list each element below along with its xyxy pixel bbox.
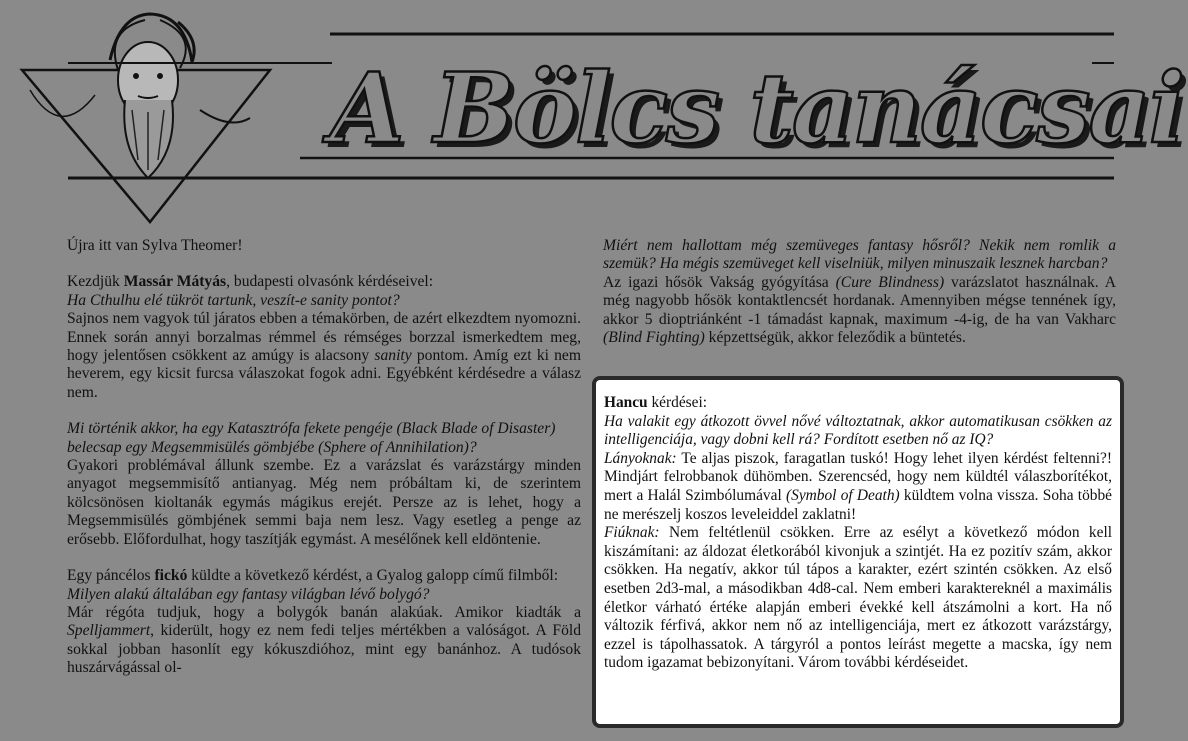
box-answer-boys: Fiúknak: Nem feltétlenül csökken. Erre az esélyt a következő módon kell kiszámítani: az áldozat életkorából kivonjuk a szintjét. Ha ez pozitív szám, akkor csökken. Ha negatív, akkor túl tápos a karakter, ezért szintén csökken. Az első esetben 2d3-mal, a másodikban 4d8-cal. Nem emberi karaktereknél a maximális életkor várható értéke alapján emberi évekké kell átszámolni a kort. Ha nő változik férfivá, akkor nem nő az intelligenciája, mert ez átkozott varázstárgy, ezzel is tápolhassatok. A tárgyról a pontos leírást megette a macska, így nem tudom igazamat bebizonyítani. Várom további kérdéseidet.	[604, 524, 1112, 672]
q1-intro: Kezdjük Massár Mátyás, budapesti olvasónk kérdéseivel:	[67, 273, 434, 291]
right-column	[603, 237, 1116, 347]
box-author: Hancu	[604, 394, 648, 411]
q3-answer: Már régóta tudjuk, hogy a bolygók banán alakúak. Amikor kiadták a Spelljammert, kiderült, hogy ez nem fedi teljes mértékben a valóságot. A Föld sokkal jobban hasonlít egy kókuszdióhoz, mint egy banánhoz. A tudósok huszárvágással ol-	[67, 603, 581, 677]
box-answer-girls: Lányoknak: Te aljas piszok, faragatlan tuskó! Hogy lehet ilyen kérdést feltenni?! Mindjárt felrobbanok dühömben. Szerencséd, hogy nem küldtél válaszborítékot, mert a Halál Szimbólumával (Symbol of Death) küldtem volna vissza. Soha többé ne merészelj koszos leveleiddel zaklatni!	[604, 449, 1113, 523]
q1-author: Massár Mátyás	[123, 273, 227, 291]
boys-label: Fiúknak:	[604, 524, 660, 542]
q3-author: fickó	[154, 567, 188, 585]
q4-answer: Az igazi hősök Vakság gyógyítása (Cure Blindness) varázslatot használnak. A még nagyobb hősök kontaktlencsét hordanak. Amennyiben mégse tennének így, akkor 5 dioptriánként -1 támadást kapnak, maximum -4-ig, de ha van Vakharc (Blind Fighting) képzettségük, akkor feleződik a büntetés.	[603, 273, 1116, 347]
q2-answer: Gyakori problémával állunk szembe. Ez a varázslat és varázstárgy minden anyagot megsemmisítő antianyag. Még nem próbáltam ki, de szerintem kölcsönösen kioltanák egymás mágikus erejét. Persze az is lehet, hogy a Megsemmisülés gömbjének semmi baja nem lesz. Vagy esetleg a penge az erősebb. Előfordulhat, hogy taszítják egymást. A mesélőnek kell eldöntenie.	[67, 457, 581, 548]
q1-answer: Sajnos nem vagyok túl járatos ebben a témakörben, de azért elkezdtem nyomozni. Ennek során annyi borzalmas rémmel és rémséges borzzal ismerkedtem meg, hogy jelentősen csökkent az amúgy is alacsony sanity pontom. Amíg ezt ki nem heverem, egy kicsit furcsa válaszokat fogok adni. Egyébként kérdésedre a válasz nem.	[67, 310, 581, 401]
girls-label: Lányoknak:	[604, 449, 677, 467]
box-heading: Hancu kérdései:	[604, 394, 708, 411]
box-question: Ha valakit egy átkozott övvel nővé változtatnak, akkor automatikusan csökken az intelligenciája, vagy dobni kell rá? Fordított esetben nő az IQ?	[604, 412, 1112, 449]
q1-question: Ha Cthulhu elé tükröt tartunk, veszít-e sanity pontot?	[67, 291, 400, 309]
q2-question: Mi történik akkor, ha egy Katasztrófa fekete pengéje (Black Blade of Disaster) belecsap egy Megsemmisülés gömbjébe (Sphere of Annihilation)?	[67, 420, 556, 456]
highlighted-answer-box	[592, 376, 1124, 728]
q3-intro: Egy páncélos fickó küldte a következő kérdést, a Gyalog galopp című filmből:	[67, 567, 559, 585]
greeting: Újra itt van Sylva Theomer!	[67, 237, 243, 254]
page-title: A Bölcs tanácsai	[330, 52, 1184, 165]
header-banner	[0, 0, 1188, 230]
q3-question: Milyen alakú általában egy fantasy világban lévő bolygó?	[67, 585, 430, 603]
left-column	[67, 237, 581, 678]
sage-portrait-icon	[30, 14, 250, 178]
q4-question: Miért nem hallottam még szemüveges fantasy hősről? Nekik nem romlik a szemük? Ha mégis szemüveget kell viselniük, milyen minuszaik lesznek harcban?	[603, 237, 1116, 273]
